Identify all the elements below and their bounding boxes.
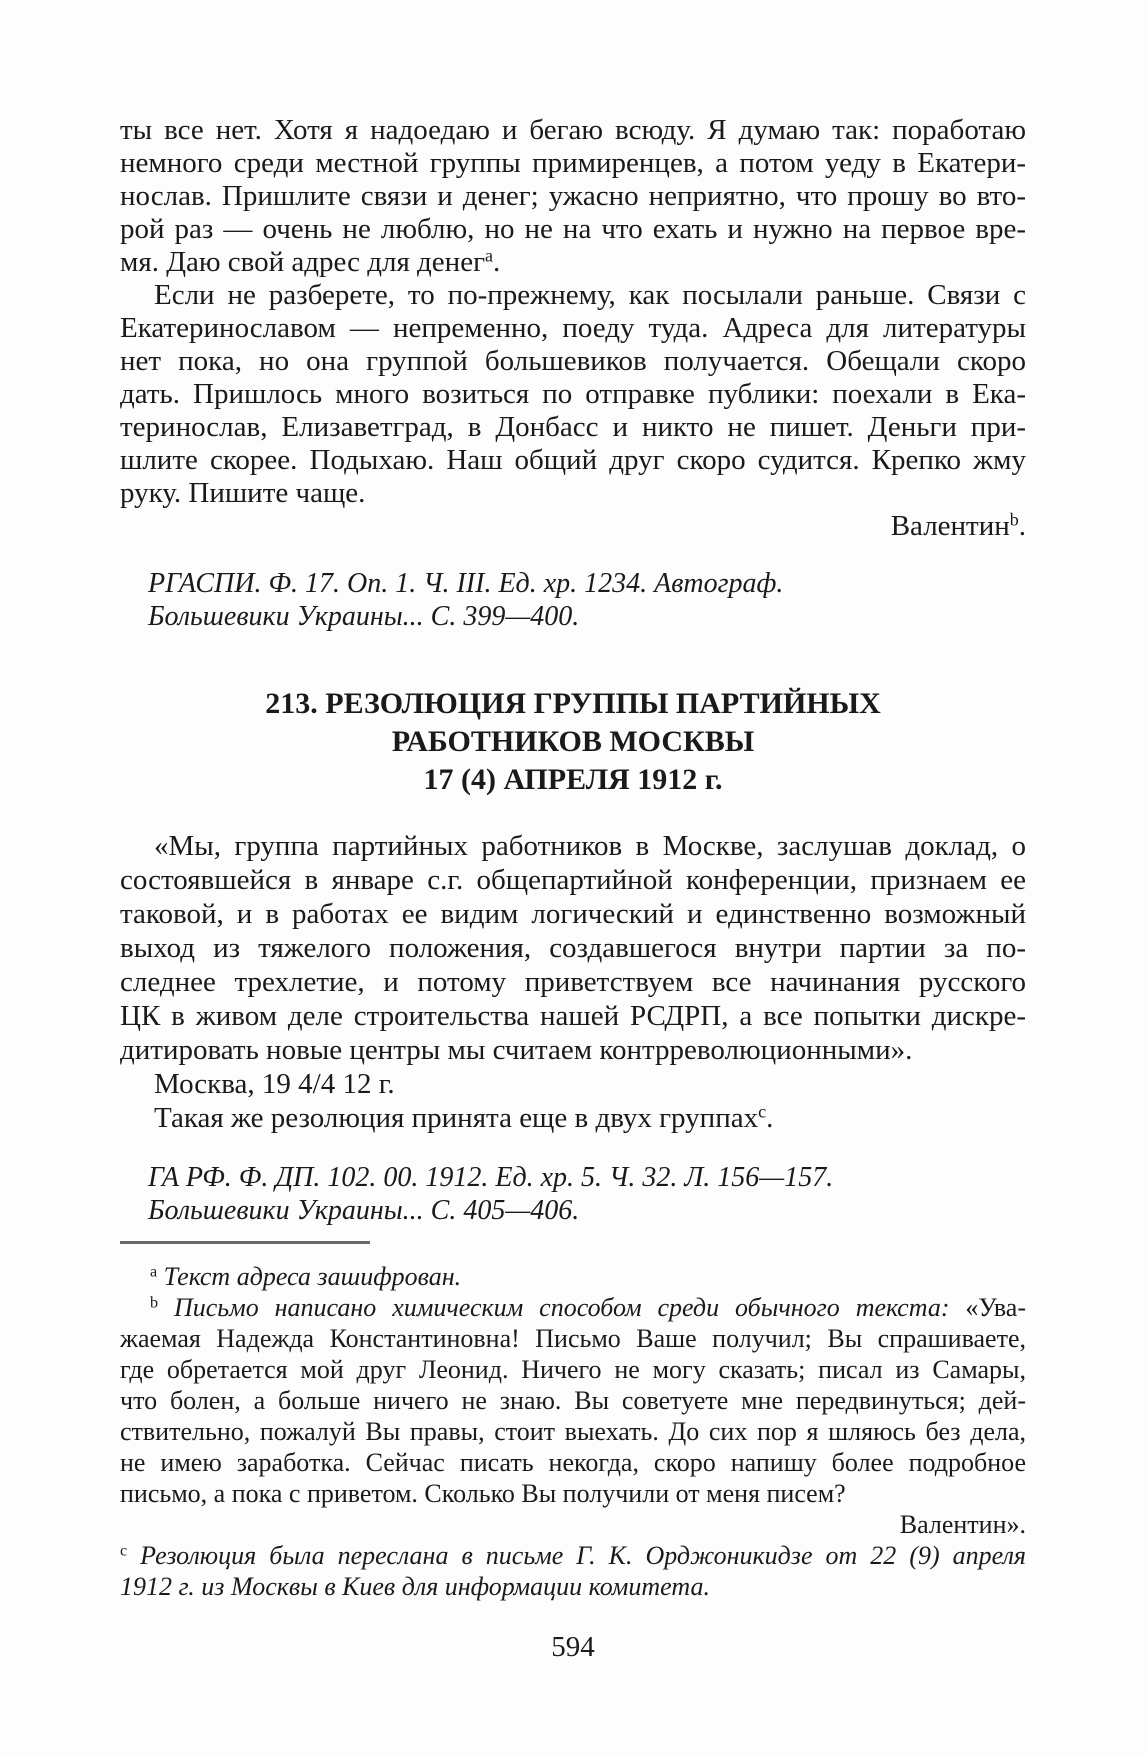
text-run: «Ува- [965,1293,1026,1322]
text-line [120,1571,1026,1602]
text-line [120,444,1026,477]
text-run: . [492,246,501,278]
text-run: ствительно, пожалуй Вы правы, стоит выехать. До сих пор я шляюсь без дела, [120,1417,1026,1446]
footnote-separator-rule [120,1241,370,1244]
text-run: РАБОТНИКОВ МОСКВЫ [391,725,755,758]
text-line [120,411,1026,444]
text-run: дать. Пришлось много возиться по отправке публики: поехали в Ека- [120,378,1026,410]
text-line [120,279,1026,312]
letter-paragraph-1 [120,114,1026,279]
text-run: Москва, 19 4/4 12 г. [154,1068,395,1100]
footnote-marker: b [150,1294,159,1312]
text-run: Екатеринославом — непременно, поеду туда. Адреса для литературы [120,312,1026,344]
text-run: РГАСПИ. Ф. 17. Оп. 1. Ч. III. Ед. хр. 1234. Автограф. [148,568,784,599]
letter-paragraph-2 [120,279,1026,510]
document-heading [120,685,1026,799]
footnote-b [120,1292,1026,1509]
text-line [120,114,1026,147]
text-run: таковой, и в работах ее видим логический и единственно возможный [120,898,1026,930]
text-line [120,999,1026,1033]
text-run: 17 (4) АПРЕЛЯ 1912 г. [423,763,723,796]
text-line [120,246,1026,279]
text-run: Валентин [890,510,1010,542]
text-line [120,213,1026,246]
text-line [120,180,1026,213]
text-run: немного среди местной группы примиренцев, а потом уеду в Екатери- [120,147,1026,179]
text-line [120,685,1026,723]
text-line [120,1540,1026,1571]
text-run: Валентин». [899,1510,1026,1539]
text-line [120,761,1026,799]
text-line [120,723,1026,761]
text-run: Текст адреса зашифрован. [157,1262,462,1291]
text-line [148,1161,1026,1194]
text-run: Резолюция была переслана в письме Г. К. Орджоникидзе от 22 (9) апреля [127,1541,1026,1570]
text-line [148,1194,1026,1227]
text-run: дитировать новые центры мы считаем контрреволюционными». [120,1034,913,1066]
text-line [120,965,1026,999]
text-run: Большевики Украины... С. 405—406. [148,1195,580,1226]
text-run: где обретается мой друг Леонид. Ничего не могу сказать; писал из Самары, [120,1355,1026,1384]
footnote-marker: b [1009,509,1019,530]
text-line [120,147,1026,180]
text-line [120,1354,1026,1385]
letter-signature [120,510,1026,543]
text-run: 1912 г. из Москвы в Киев для информации комитета. [120,1572,710,1601]
text-run: письмо, а пока с приветом. Сколько Вы получили от меня писем? [120,1479,846,1508]
resolution-text [120,829,1026,1135]
footnotes-section [120,1261,1026,1602]
text-run: нослав. Пришлите связи и денег; ужасно неприятно, что прошу во вто- [120,180,1026,212]
text-run: ГА РФ. Ф. ДП. 102. 00. 1912. Ед. хр. 5. Ч. 32. Л. 156—157. [148,1162,834,1193]
text-line [120,1323,1026,1354]
text-line [120,1033,1026,1067]
footnote-marker: a [150,1263,158,1281]
text-line [120,1447,1026,1478]
footnote-marker: c [758,1101,767,1122]
text-line [120,829,1026,863]
footnote-marker: c [120,1542,128,1560]
text-run: . [1018,510,1026,542]
source-citation-resolution [120,1161,1026,1227]
text-run: «Мы, группа партийных работников в Москве, заслушав доклад, о [154,830,1026,862]
text-run: мя. Даю свой адрес для денег [120,246,485,278]
text-run: теринослав, Елизаветград, в Донбасс и никто не пишет. Деньги при- [120,411,1026,443]
text-block [120,0,1026,1663]
page-number: 594 [551,1631,595,1663]
text-line [120,1067,1026,1101]
text-run: ты все нет. Хотя я надоедаю и бегаю всюду. Я думаю так: поработаю [120,114,1026,146]
footnote-c [120,1540,1026,1602]
text-line [148,567,1026,600]
text-run: Такая же резолюция принята еще в двух группах [154,1102,759,1134]
text-run: состоявшейся в январе с.г. общепартийной конференции, признаем ее [120,864,1026,896]
text-line [148,600,1026,633]
text-line [120,345,1026,378]
text-line [120,1385,1026,1416]
text-run: нет пока, но она группой большевиков получается. Обещали скоро [120,345,1026,377]
text-run: не имею заработка. Сейчас писать некогда, скоро напишу более подробное [120,1448,1026,1477]
text-line [120,1101,1026,1135]
text-run: Письмо написано химическим способом среди обычного текста: [158,1293,966,1322]
text-line [120,1261,1026,1292]
text-line [120,1292,1026,1323]
text-run: что болен, а больше ничего не знаю. Вы советуете мне передвинуться; дей- [120,1386,1026,1415]
text-run: выход из тяжелого положения, создавшегося внутри партии за по- [120,932,1026,964]
text-run: рой раз — очень не люблю, но не на что ехать и нужно на первое вре- [120,213,1026,245]
text-run: . [766,1102,774,1134]
text-line [120,931,1026,965]
text-line [120,378,1026,411]
footnote-b-signature [120,1509,1026,1540]
footnote-a [120,1261,1026,1292]
text-line [120,1416,1026,1447]
source-citation-letter [120,567,1026,633]
text-line [120,312,1026,345]
text-run: Если не разберете, то по-прежнему, как посылали раньше. Связи с [154,279,1026,311]
text-run: 213. РЕЗОЛЮЦИЯ ГРУППЫ ПАРТИЙНЫХ [265,687,881,720]
footnote-marker: a [484,245,493,266]
text-run: ЦК в живом деле строительства нашей РСДРП, а все попытки дискре- [120,1000,1026,1032]
text-line [120,477,1026,510]
text-line [120,1509,1026,1540]
text-run: руку. Пишите чаще. [120,477,366,509]
text-run: Большевики Украины... С. 399—400. [148,601,580,632]
text-run: следнее трехлетие, и потому приветствуем все начинания русского [120,966,1026,998]
text-line [120,863,1026,897]
letter-continuation [120,114,1026,543]
text-run: шлите скорее. Подыхаю. Наш общий друг скоро судится. Крепко жму [120,444,1026,476]
text-run: жаемая Надежда Константиновна! Письмо Ваше получил; Вы спрашиваете, [120,1324,1026,1353]
text-line [120,1478,1026,1509]
text-line [120,897,1026,931]
text-line [120,510,1026,543]
